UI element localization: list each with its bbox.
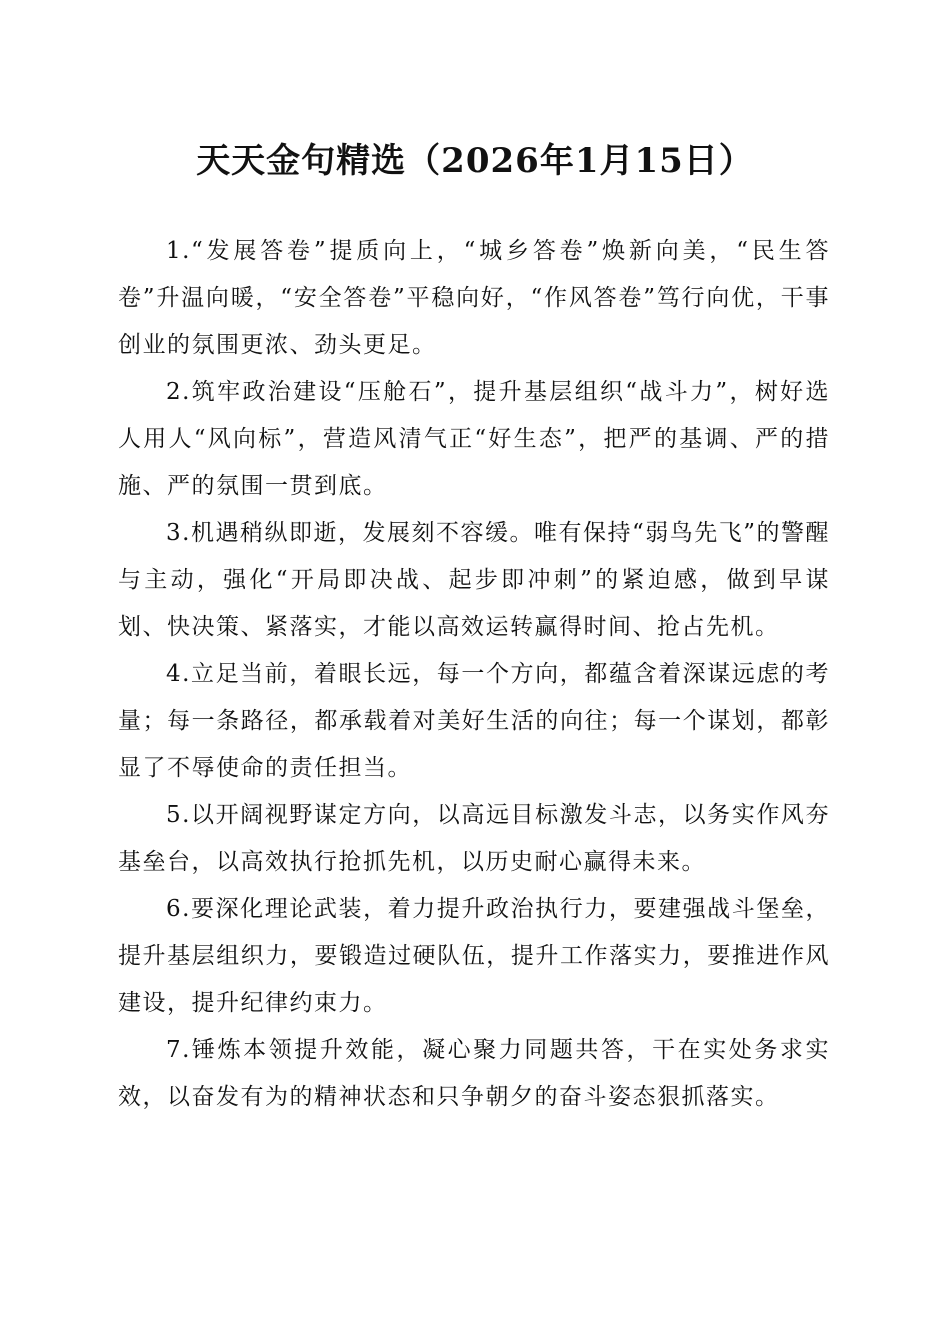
paragraph-1: 1.“发展答卷”提质向上，“城乡答卷”焕新向美，“民生答卷”升温向暖，“安全答卷”平稳向好，“作风答卷”笃行向优，干事创业的氛围更浓、劲头更足。 bbox=[118, 238, 830, 358]
document-body bbox=[118, 228, 830, 1121]
paragraph-7: 7.锤炼本领提升效能，凝心聚力同题共答，干在实处务求实效，以奋发有为的精神状态和只争朝夕的奋斗姿态狠抓落实。 bbox=[118, 1037, 830, 1110]
paragraph-4: 4.立足当前，着眼长远，每一个方向，都蕴含着深谋远虑的考量；每一条路径，都承载着对美好生活的向往；每一个谋划，都彰显了不辱使命的责任担当。 bbox=[118, 661, 830, 781]
paragraph-3: 3.机遇稍纵即逝，发展刻不容缓。唯有保持“弱鸟先飞”的警醒与主动，强化“开局即决战、起步即冲刺”的紧迫感，做到早谋划、快决策、紧落实，才能以高效运转赢得时间、抢占先机。 bbox=[118, 520, 830, 640]
paragraph-5: 5.以开阔视野谋定方向，以高远目标激发斗志，以务实作风夯基垒台，以高效执行抢抓先机，以历史耐心赢得未来。 bbox=[118, 802, 830, 875]
document-title: 天天金句精选（2026年1月15日） bbox=[196, 141, 754, 181]
paragraph-2: 2.筑牢政治建设“压舱石”，提升基层组织“战斗力”，树好选人用人“风向标”，营造风清气正“好生态”，把严的基调、严的措施、严的氛围一贯到底。 bbox=[118, 379, 830, 499]
paragraph-6: 6.要深化理论武装，着力提升政治执行力，要建强战斗堡垒，提升基层组织力，要锻造过硬队伍，提升工作落实力，要推进作风建设，提升纪律约束力。 bbox=[118, 896, 830, 1016]
